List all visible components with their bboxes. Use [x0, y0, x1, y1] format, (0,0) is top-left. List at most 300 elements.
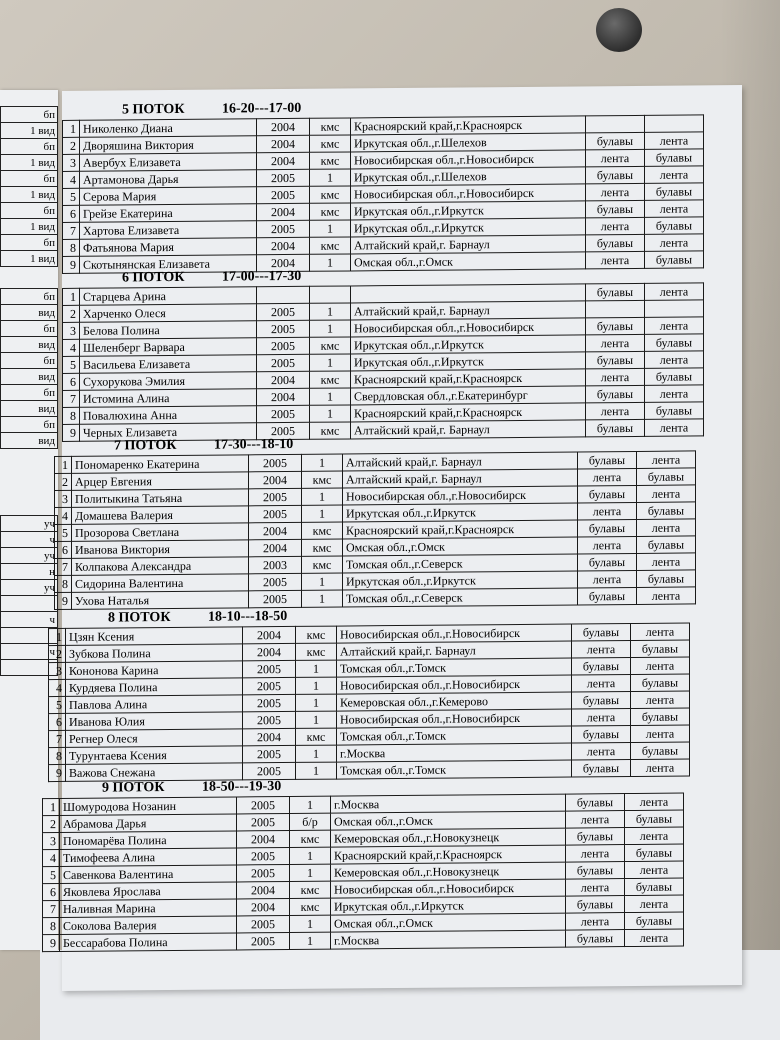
row-number: 6 — [43, 883, 60, 900]
apparatus-1: булавы — [578, 587, 637, 605]
apparatus-2: лента — [637, 587, 696, 605]
left-sheet-row — [1, 433, 58, 449]
row-number: 5 — [63, 188, 80, 205]
apparatus-1: лента — [566, 913, 625, 931]
apparatus-2: лента — [625, 861, 684, 879]
athlete-name: Черных Елизавета — [80, 423, 257, 442]
birth-year: 2004 — [257, 118, 310, 135]
apparatus-1: булавы — [578, 519, 637, 537]
athlete-name: Домашева Валерия — [72, 506, 249, 525]
birth-year: 2005 — [249, 590, 302, 607]
left-sheet-row — [1, 385, 58, 401]
group-title: 8 ПОТОК — [108, 610, 171, 626]
birth-year: 2005 — [243, 694, 296, 711]
left-sheet-row — [1, 353, 58, 369]
row-number: 3 — [55, 490, 72, 507]
sport-rank: 1 — [290, 864, 331, 881]
row-number: 4 — [55, 507, 72, 524]
athlete-name: Соколова Валерия — [60, 916, 237, 935]
birth-year: 2005 — [257, 337, 310, 354]
left-sheet-cell: ч — [1, 612, 58, 628]
birth-year: 2005 — [257, 220, 310, 237]
sport-rank: кмс — [302, 556, 343, 573]
apparatus-2: булавы — [625, 878, 684, 896]
birth-year: 2005 — [237, 796, 290, 813]
apparatus-2: лента — [645, 419, 704, 437]
sport-rank: кмс — [310, 237, 351, 254]
left-sheet-row — [1, 548, 58, 564]
athlete-name: Васильева Елизавета — [80, 355, 257, 374]
row-number: 4 — [43, 849, 60, 866]
sport-rank: 1 — [290, 796, 331, 813]
apparatus-2: лента — [645, 317, 704, 335]
apparatus-2: булавы — [637, 570, 696, 588]
apparatus-2: лента — [637, 519, 696, 537]
apparatus-1: булавы — [572, 624, 631, 642]
sport-rank: 1 — [302, 454, 343, 471]
left-sheet-row — [1, 369, 58, 385]
region: г.Москва — [337, 743, 572, 762]
left-sheet-cell: вид — [1, 369, 58, 385]
row-number: 6 — [63, 373, 80, 390]
apparatus-2 — [645, 115, 704, 133]
apparatus-2: булавы — [645, 368, 704, 386]
row-number: 3 — [43, 832, 60, 849]
row-number: 4 — [63, 171, 80, 188]
apparatus-1: булавы — [566, 862, 625, 880]
row-number: 9 — [55, 592, 72, 609]
sport-rank: 1 — [296, 694, 337, 711]
row-number: 1 — [49, 628, 66, 645]
birth-year: 2005 — [243, 762, 296, 779]
group-time: 18-50---19-30 — [202, 779, 282, 795]
left-sheet-row — [1, 532, 58, 548]
athlete-name: Турунтаева Ксения — [66, 746, 243, 765]
region: Алтайский край,г. Барнаул — [351, 235, 586, 254]
left-sheet-cell: 1 вид — [1, 251, 58, 267]
row-number: 7 — [43, 900, 60, 917]
left-sheet-row — [1, 155, 58, 171]
athlete-name: Политыкина Татьяна — [72, 489, 249, 508]
group-block — [48, 605, 708, 782]
apparatus-1: булавы — [586, 317, 645, 335]
left-sheet-row — [1, 123, 58, 139]
sport-rank: 1 — [302, 590, 343, 607]
birth-year: 2005 — [257, 422, 310, 439]
apparatus-1: булавы — [578, 485, 637, 503]
athlete-name: Ухова Наталья — [72, 591, 249, 610]
apparatus-2: лента — [625, 895, 684, 913]
sport-rank: кмс — [310, 422, 351, 439]
left-sheet-cell: уч — [1, 548, 58, 564]
athlete-name: Иванова Виктория — [72, 540, 249, 559]
row-number: 6 — [55, 541, 72, 558]
region: Красноярский край,г.Красноярск — [351, 369, 586, 388]
apparatus-2: лента — [637, 485, 696, 503]
sport-rank: 1 — [296, 660, 337, 677]
athlete-name: Фатьянова Мария — [80, 238, 257, 257]
left-sheet-row — [1, 235, 58, 251]
apparatus-1: булавы — [586, 351, 645, 369]
apparatus-2: булавы — [637, 536, 696, 554]
athlete-name: Грейзе Екатерина — [80, 204, 257, 223]
athlete-name: Авербух Елизавета — [80, 153, 257, 172]
region: Омская обл.,г.Омск — [331, 811, 566, 830]
group-block — [54, 433, 714, 610]
apparatus-2: булавы — [645, 183, 704, 201]
sport-rank: 1 — [302, 573, 343, 590]
athlete-name: Пономаренко Екатерина — [72, 455, 249, 474]
birth-year: 2005 — [257, 354, 310, 371]
athlete-name: Иванова Юлия — [66, 712, 243, 731]
apparatus-1: лента — [578, 570, 637, 588]
region: Иркутская обл.,г.Шелехов — [351, 167, 586, 186]
apparatus-1: лента — [572, 641, 631, 659]
apparatus-1: булавы — [586, 166, 645, 184]
row-number: 9 — [49, 764, 66, 781]
birth-year: 2005 — [257, 186, 310, 203]
left-sheet-cell: бп — [1, 321, 58, 337]
birth-year: 2004 — [257, 371, 310, 388]
birth-year: 2005 — [237, 915, 290, 932]
apparatus-2: лента — [625, 929, 684, 947]
birth-year: 2004 — [243, 728, 296, 745]
birth-year: 2004 — [243, 643, 296, 660]
row-number: 4 — [49, 679, 66, 696]
apparatus-2: булавы — [631, 674, 690, 692]
sport-rank: кмс — [302, 522, 343, 539]
left-sheet-cell: вид — [1, 337, 58, 353]
athlete-name: Пономарёва Полина — [60, 831, 237, 850]
sport-rank: кмс — [296, 728, 337, 745]
left-sheet-row — [1, 417, 58, 433]
left-sheet-cell — [1, 596, 58, 612]
birth-year: 2004 — [257, 237, 310, 254]
row-number: 1 — [55, 456, 72, 473]
apparatus-2: лента — [637, 553, 696, 571]
athlete-name: Колпакова Александра — [72, 557, 249, 576]
apparatus-2: булавы — [625, 912, 684, 930]
region: Томская обл.,г.Томск — [337, 726, 572, 745]
athlete-name: Шеленберг Варвара — [80, 338, 257, 357]
region: Новосибирская обл.,г.Новосибирск — [337, 624, 572, 643]
left-sheet-row — [1, 401, 58, 417]
row-number: 3 — [63, 154, 80, 171]
sport-rank: 1 — [296, 745, 337, 762]
group-table — [54, 450, 696, 610]
apparatus-1: лента — [586, 334, 645, 352]
athlete-name: Важова Снежана — [66, 763, 243, 782]
row-number: 1 — [63, 288, 80, 305]
group-table — [48, 622, 690, 782]
row-number: 2 — [55, 473, 72, 490]
left-sheet-cell: 1 вид — [1, 155, 58, 171]
sport-rank: кмс — [310, 135, 351, 152]
left-sheet-row — [1, 107, 58, 123]
apparatus-2: лента — [645, 132, 704, 150]
birth-year: 2005 — [243, 711, 296, 728]
row-number: 7 — [63, 222, 80, 239]
row-number: 9 — [63, 424, 80, 441]
group-block — [62, 265, 722, 442]
apparatus-1: лента — [566, 879, 625, 897]
apparatus-1: лента — [566, 845, 625, 863]
left-sheet-cell: бп — [1, 385, 58, 401]
apparatus-2: булавы — [645, 334, 704, 352]
left-sheet-cell: н — [1, 564, 58, 580]
sport-rank: 1 — [296, 762, 337, 779]
row-number: 6 — [63, 205, 80, 222]
row-number: 2 — [49, 645, 66, 662]
birth-year: 2005 — [243, 660, 296, 677]
apparatus-1: булавы — [586, 234, 645, 252]
apparatus-2: булавы — [625, 844, 684, 862]
row-number: 1 — [43, 798, 60, 815]
region: Иркутская обл.,г.Иркутск — [351, 218, 586, 237]
region: Иркутская обл.,г.Иркутск — [343, 571, 578, 590]
region: Новосибирская обл.,г.Новосибирск — [337, 709, 572, 728]
athlete-name: Старцева Арина — [80, 287, 257, 306]
row-number: 9 — [43, 934, 60, 951]
athlete-name: Яковлева Ярослава — [60, 882, 237, 901]
row-number: 6 — [49, 713, 66, 730]
sport-rank: кмс — [310, 371, 351, 388]
athlete-name: Истомина Алина — [80, 389, 257, 408]
region: Томская обл.,г.Северск — [343, 554, 578, 573]
apparatus-1: лента — [586, 149, 645, 167]
athlete-name: Арцер Евгения — [72, 472, 249, 491]
group-block — [42, 775, 702, 952]
apparatus-1: лента — [572, 675, 631, 693]
sport-rank: б/р — [290, 813, 331, 830]
apparatus-2: булавы — [631, 742, 690, 760]
birth-year: 2004 — [237, 881, 290, 898]
apparatus-1: булавы — [566, 896, 625, 914]
group-title: 7 ПОТОК — [114, 437, 177, 454]
region: Кемеровская обл.,г.Новокузнецк — [331, 828, 566, 847]
athlete-name: Наливная Марина — [60, 899, 237, 918]
apparatus-1: булавы — [586, 132, 645, 150]
sport-rank: 1 — [302, 488, 343, 505]
athlete-name: Харченко Олеся — [80, 304, 257, 323]
birth-year: 2005 — [237, 847, 290, 864]
athlete-name: Артамонова Дарья — [80, 170, 257, 189]
left-sheet-row — [1, 305, 58, 321]
row-number: 5 — [55, 524, 72, 541]
athlete-name: Тимофеева Алина — [60, 848, 237, 867]
region: Красноярский край,г.Красноярск — [343, 520, 578, 539]
birth-year: 2005 — [243, 745, 296, 762]
apparatus-2: лента — [631, 725, 690, 743]
sport-rank: 1 — [290, 932, 331, 949]
left-sheet-cell: бп — [1, 353, 58, 369]
athlete-name: Сидорина Валентина — [72, 574, 249, 593]
sport-rank: кмс — [290, 830, 331, 847]
row-number: 5 — [63, 356, 80, 373]
region: Кемеровская обл.,г.Кемерово — [337, 692, 572, 711]
left-sheet-row — [1, 171, 58, 187]
sport-rank: 1 — [310, 320, 351, 337]
apparatus-2: булавы — [645, 251, 704, 269]
group-table — [42, 793, 684, 953]
apparatus-1: лента — [586, 183, 645, 201]
left-sheet-cell: бп — [1, 107, 58, 123]
apparatus-1: булавы — [586, 419, 645, 437]
athlete-name: Сухорукова Эмилия — [80, 372, 257, 391]
region: Омская обл.,г.Омск — [343, 537, 578, 556]
group-time: 16-20---17-00 — [222, 100, 302, 117]
left-sheet-top-table — [0, 106, 58, 267]
apparatus-1: лента — [578, 536, 637, 554]
birth-year: 2005 — [237, 864, 290, 881]
region: Алтайский край,г. Барнаул — [343, 452, 578, 471]
athlete-name: Хартова Елизавета — [80, 221, 257, 240]
birth-year: 2005 — [257, 320, 310, 337]
birth-year: 2004 — [257, 152, 310, 169]
apparatus-1: булавы — [586, 283, 645, 301]
region: Омская обл.,г.Омск — [351, 252, 586, 271]
birth-year: 2004 — [243, 626, 296, 643]
sport-rank: 1 — [310, 354, 351, 371]
apparatus-2: булавы — [637, 502, 696, 520]
sport-rank: 1 — [302, 505, 343, 522]
apparatus-2: булавы — [637, 468, 696, 486]
region: Иркутская обл.,г.Шелехов — [351, 133, 586, 152]
region: Иркутская обл.,г.Иркутск — [343, 503, 578, 522]
left-sheet-cell: бп — [1, 289, 58, 305]
region: Свердловская обл.,г.Екатеринбург — [351, 386, 586, 405]
region: Кемеровская обл.,г.Новокузнецк — [331, 862, 566, 881]
left-sheet-row — [1, 139, 58, 155]
birth-year — [257, 286, 310, 303]
row-number: 8 — [55, 575, 72, 592]
birth-year: 2005 — [257, 169, 310, 186]
row-number: 4 — [63, 339, 80, 356]
sport-rank: кмс — [310, 337, 351, 354]
region — [351, 284, 586, 303]
row-number: 8 — [63, 407, 80, 424]
athlete-name: Бессарабова Полина — [60, 933, 237, 952]
group-title: 6 ПОТОК — [122, 269, 185, 286]
apparatus-1: булавы — [586, 385, 645, 403]
sport-rank: кмс — [302, 539, 343, 556]
region: г.Москва — [331, 794, 566, 813]
birth-year: 2004 — [249, 471, 302, 488]
sport-rank: 1 — [310, 388, 351, 405]
region: Новосибирская обл.,г.Новосибирск — [351, 318, 586, 337]
row-number: 9 — [63, 256, 80, 273]
athlete-name: Савенкова Валентина — [60, 865, 237, 884]
region: Красноярский край,г.Красноярск — [331, 845, 566, 864]
sport-rank: кмс — [310, 203, 351, 220]
apparatus-2: лента — [631, 759, 690, 777]
row-number: 3 — [63, 322, 80, 339]
sport-rank: 1 — [310, 220, 351, 237]
region: г.Москва — [331, 930, 566, 949]
apparatus-1: булавы — [578, 553, 637, 571]
sport-rank: кмс — [310, 152, 351, 169]
apparatus-1: булавы — [578, 451, 637, 469]
row-number: 7 — [49, 730, 66, 747]
region: Иркутская обл.,г.Иркутск — [351, 201, 586, 220]
birth-year: 2005 — [243, 677, 296, 694]
region: Иркутская обл.,г.Иркутск — [331, 896, 566, 915]
birth-year: 2004 — [257, 203, 310, 220]
apparatus-1: булавы — [566, 794, 625, 812]
apparatus-2 — [645, 300, 704, 318]
apparatus-1: лента — [572, 709, 631, 727]
row-number: 7 — [55, 558, 72, 575]
group-title: 9 ПОТОК — [102, 780, 165, 796]
apparatus-1: лента — [566, 811, 625, 829]
apparatus-1: булавы — [566, 828, 625, 846]
region: Иркутская обл.,г.Иркутск — [351, 335, 586, 354]
region: Алтайский край,г. Барнаул — [351, 301, 586, 320]
athlete-name: Повалюхина Анна — [80, 406, 257, 425]
apparatus-2: лента — [645, 351, 704, 369]
sport-rank: 1 — [290, 915, 331, 932]
left-sheet-cell: бп — [1, 417, 58, 433]
left-sheet-row — [1, 516, 58, 532]
apparatus-2: лента — [645, 385, 704, 403]
sport-rank: кмс — [310, 118, 351, 135]
apparatus-2: лента — [625, 827, 684, 845]
left-sheet-cell: вид — [1, 401, 58, 417]
apparatus-2: лента — [637, 451, 696, 469]
birth-year: 2004 — [257, 388, 310, 405]
apparatus-2: лента — [645, 166, 704, 184]
apparatus-1: лента — [586, 368, 645, 386]
birth-year: 2005 — [237, 813, 290, 830]
sport-rank: кмс — [302, 471, 343, 488]
group-time: 17-00---17-30 — [222, 268, 302, 285]
athlete-name: Прозорова Светлана — [72, 523, 249, 542]
apparatus-1: лента — [586, 251, 645, 269]
row-number: 2 — [63, 137, 80, 154]
left-sheet-row — [1, 187, 58, 203]
left-sheet-cell: бп — [1, 235, 58, 251]
apparatus-2: булавы — [645, 149, 704, 167]
group-table — [62, 282, 704, 442]
row-number: 1 — [63, 120, 80, 137]
athlete-name: Павлова Алина — [66, 695, 243, 714]
left-sheet-row — [1, 251, 58, 267]
apparatus-1: булавы — [572, 658, 631, 676]
left-sheet-cell: вид — [1, 433, 58, 449]
group-block — [62, 97, 722, 274]
left-sheet-row — [1, 219, 58, 235]
sport-rank: 1 — [310, 405, 351, 422]
apparatus-2: лента — [631, 657, 690, 675]
left-sheet-cell: 1 вид — [1, 187, 58, 203]
left-sheet-cell: уч — [1, 580, 58, 596]
birth-year: 2005 — [249, 505, 302, 522]
region: Томская обл.,г.Северск — [343, 588, 578, 607]
birth-year: 2004 — [237, 830, 290, 847]
row-number: 7 — [63, 390, 80, 407]
region: Иркутская обл.,г.Иркутск — [351, 352, 586, 371]
left-sheet-cell: уч — [1, 516, 58, 532]
apparatus-1: лента — [586, 402, 645, 420]
apparatus-1: булавы — [572, 726, 631, 744]
apparatus-2: булавы — [625, 810, 684, 828]
group-table — [62, 114, 704, 274]
sport-rank: кмс — [310, 186, 351, 203]
apparatus-2: лента — [645, 200, 704, 218]
sport-rank: 1 — [310, 169, 351, 186]
row-number: 8 — [43, 917, 60, 934]
apparatus-2: лента — [625, 793, 684, 811]
